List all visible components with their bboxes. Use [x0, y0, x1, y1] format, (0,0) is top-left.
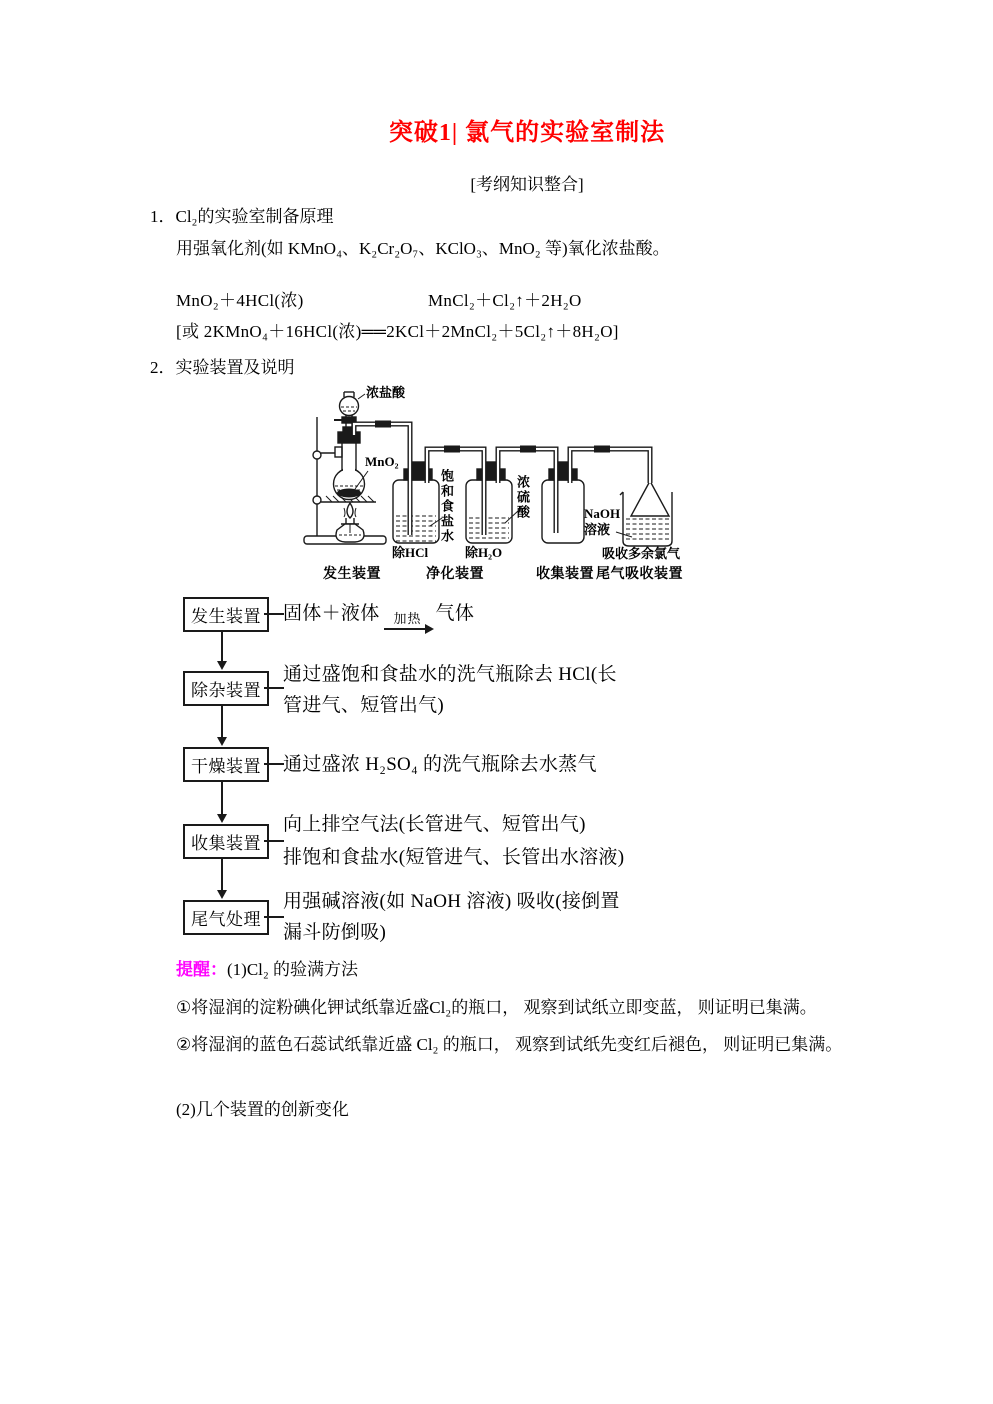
- beaker: [620, 481, 672, 546]
- flow-text-collection: [283, 808, 624, 874]
- flow-line: 通过盛饱和食盐水的洗气瓶除去 HCl(长: [283, 664, 617, 685]
- down-arrow-icon: [221, 858, 223, 891]
- down-arrow-icon: [221, 781, 223, 815]
- flask: [334, 427, 365, 500]
- tube-connector: [444, 446, 460, 453]
- label-naoh-line2: 溶液: [584, 522, 611, 537]
- label-brine: 饱和食盐水: [439, 469, 454, 544]
- label-remove-hcl: 除HCl: [392, 545, 429, 560]
- flow-dash: [264, 613, 284, 615]
- flow-box-generator: 发生装置: [183, 597, 269, 632]
- gas-collection-bottle: [542, 462, 584, 543]
- flow-text-generator: [283, 599, 474, 630]
- tube-connector: [520, 446, 536, 453]
- tube-connector: [594, 446, 610, 453]
- flow-box-collection: 收集装置: [183, 824, 269, 859]
- flow-text-impurity-removal: [283, 659, 617, 721]
- flow-line: 向上排空气法(长管进气、短管出气): [283, 814, 586, 835]
- caption-tail-gas: 尾气吸收装置: [596, 567, 683, 582]
- label-remove-h2o: 除H₂O: [465, 545, 503, 560]
- down-arrow-icon: [221, 705, 223, 738]
- label-conc-h2so4: 浓硫酸: [515, 475, 530, 520]
- check-method-1: ①将湿润的淀粉碘化钾试纸靠近盛Cl₂的瓶口， 观察到试纸立即变蓝， 则证明已集满。: [176, 998, 817, 1017]
- flow-line: 漏斗防倒吸): [283, 922, 387, 943]
- label-conc-hcl: 浓盐酸: [366, 385, 406, 400]
- flow-text-tail-gas-treatment: [283, 886, 620, 948]
- flow-pre: 固体＋液体: [283, 603, 380, 624]
- page-subtitle: [考纲知识整合]: [470, 175, 584, 194]
- flow-line: 排饱和食盐水(短管进气、长管出水溶液): [283, 847, 625, 868]
- heat-label: 加热: [393, 611, 422, 626]
- label-mno2: MnO₂: [365, 454, 399, 469]
- flow-line: 用强碱溶液(如 NaOH 溶液) 吸收(接倒置: [283, 891, 620, 912]
- check-method-2: ②将湿润的蓝色石蕊试纸靠近盛 Cl₂ 的瓶口， 观察到试纸先变红后褪色， 则证明已集满。: [176, 1035, 843, 1054]
- wash-bottle-brine: [393, 462, 439, 543]
- reminder-intro: (1)Cl₂ 的验满方法: [227, 960, 359, 979]
- flow-line: 管进气、短管出气): [283, 695, 445, 716]
- equation-2: [或 2KMnO₄＋16HCl(浓)══2KCl＋2MnCl₂＋5Cl₂↑＋8H₂O]: [176, 322, 619, 341]
- section1-heading: 1．Cl₂的实验室制备原理: [150, 207, 334, 226]
- right-arrow-icon: [384, 628, 432, 630]
- flow-dash: [264, 840, 284, 842]
- oxidizer-line: 用强氧化剂(如 KMnO₄、K₂Cr₂O₇、KClO₃、MnO₂ 等)氧化浓盐酸。: [176, 239, 670, 258]
- reminder-line: [176, 955, 358, 980]
- flow-dash: [264, 916, 284, 918]
- flow-post: 气体: [435, 603, 475, 624]
- flow-text-drying: [283, 749, 597, 780]
- tube-connector: [375, 421, 391, 428]
- alcohol-lamp: [336, 503, 364, 542]
- apparatus-diagram: [280, 385, 700, 595]
- label-absorb-excess: 吸收多余氯气: [602, 546, 681, 561]
- flow-box-tail-gas-treatment: 尾气处理: [183, 900, 269, 935]
- flow-line: 通过盛浓 H₂SO₄ 的洗气瓶除去水蒸气: [283, 754, 597, 775]
- wash-bottle-h2so4: [466, 462, 512, 543]
- down-arrow-icon: [221, 631, 223, 662]
- section2-heading: 2．实验装置及说明: [150, 358, 295, 377]
- flow-box-impurity-removal: 除杂装置: [183, 671, 269, 706]
- flow-dash: [264, 763, 284, 765]
- equation-1-right: MnCl₂＋Cl₂↑＋2H₂O: [428, 291, 582, 310]
- flow-box-drying: 干燥装置: [183, 747, 269, 782]
- caption-collector: 收集装置: [536, 567, 594, 582]
- innovation-heading: (2)几个装置的创新变化: [176, 1100, 349, 1119]
- reminder-label: 提醒：: [176, 960, 227, 979]
- page-title: 突破1| 氯气的实验室制法: [388, 120, 666, 146]
- label-naoh-line1: NaOH: [584, 506, 621, 521]
- caption-purifier: 净化装置: [426, 567, 484, 582]
- heat-condition-arrow: [384, 612, 432, 630]
- flow-dash: [264, 687, 284, 689]
- caption-generator: 发生装置: [323, 567, 381, 582]
- equation-1-left: MnO₂＋4HCl(浓): [176, 291, 304, 310]
